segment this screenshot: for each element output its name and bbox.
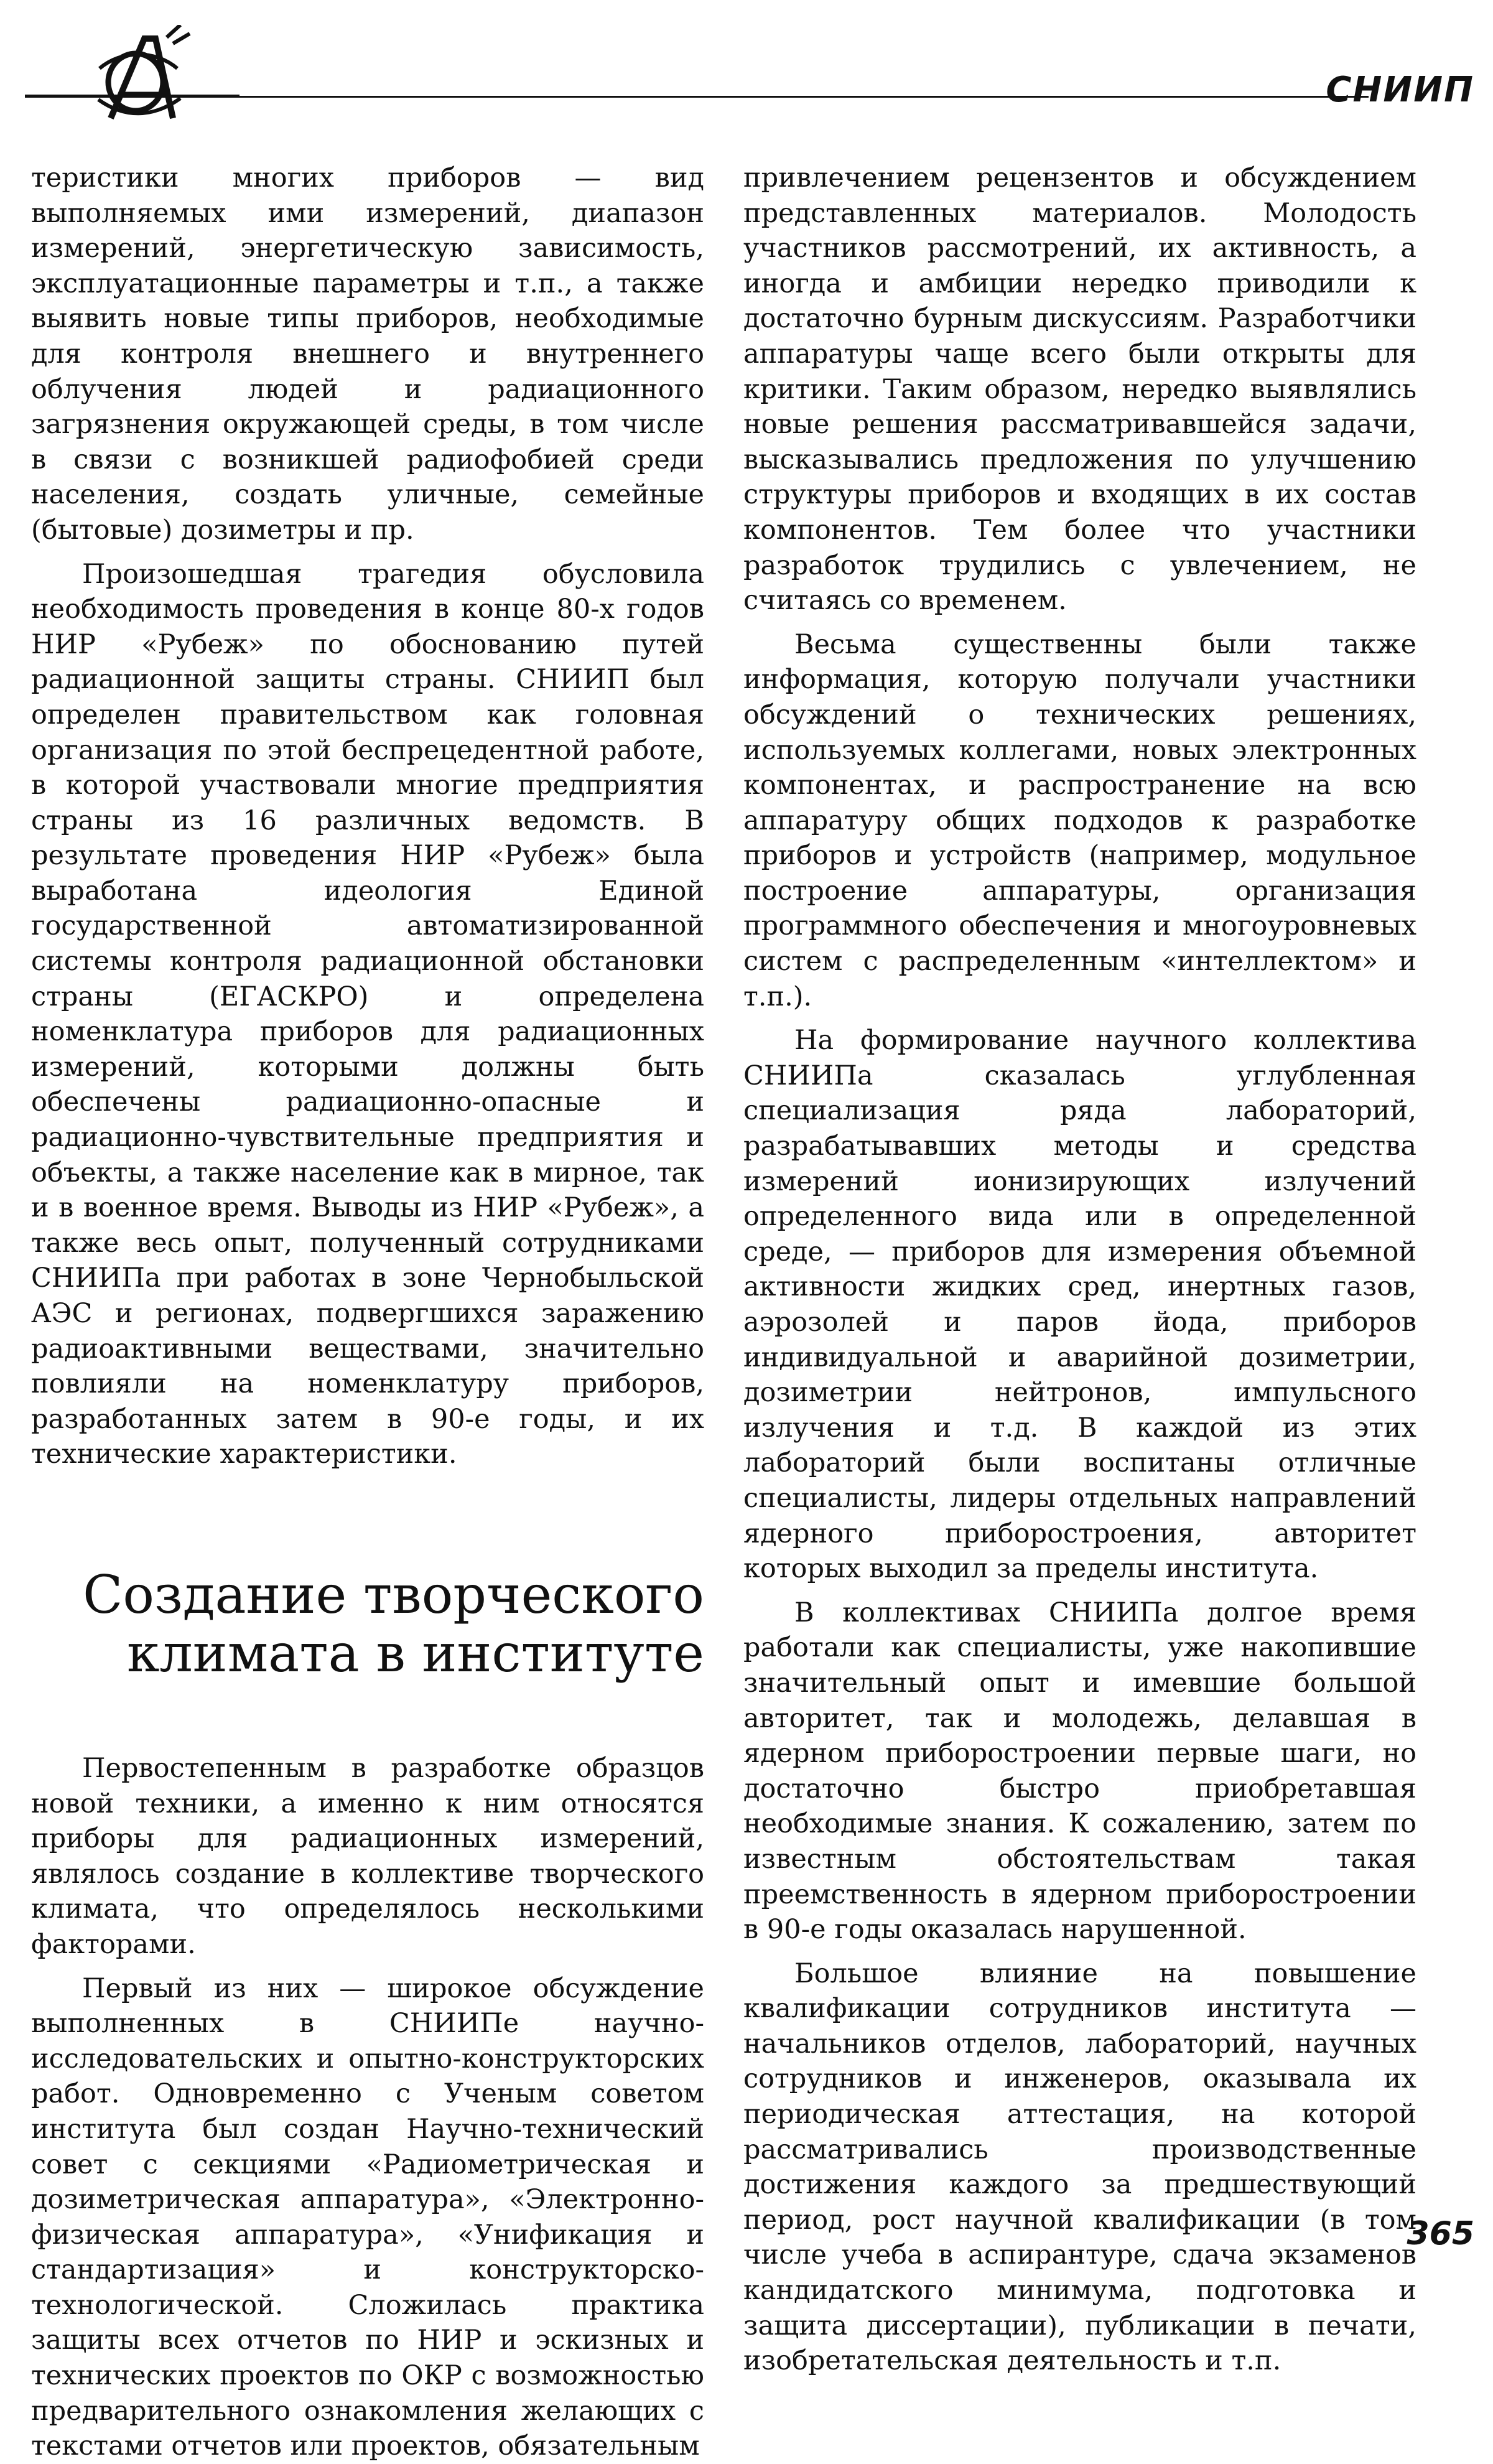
section-heading-line: климата в институте [126, 1622, 704, 1684]
header-rule [240, 96, 1369, 98]
left-column [31, 161, 704, 2464]
paragraph: Большое влияние на повышение квалификации сотрудников института — начальников отделов, лабораторий, научных сотрудников и инженеров, оказывала их периодическая аттестация, на которой рассматривались производственные достижения каждого за предшествующий период, рост научной квалификации (в том числе учеба в аспирантуре, сдача экзаменов кандидатского минимума, подготовка и защита диссертации), публикации в печати, изобретательская деятельность и т.п. [743, 1958, 1416, 2377]
paragraph: теристики многих приборов — вид выполняемых ими измерений, диапазон измерений, энергетическую зависимость, эксплуатационные параметры и т.п., а также выявить новые типы приборов, необходимые для контроля внешнего и внутреннего облучения людей и радиационного загрязнения окружающей среды, в том числе в связи с возникшей радиофобией среди населения, создать уличные, семейные (бытовые) дозиметры и пр. [31, 162, 704, 546]
paragraph: Произошедшая трагедия обусловила необходимость проведения в конце 80-х годов НИР «Рубеж» по обоснованию путей радиационной защиты страны. СНИИП был определен правительством как головная организация по этой беспрецедентной работе, в которой участвовали многие предприятия страны из 16 различных ведомств. В результате проведения НИР «Рубеж» была выработана идеология Единой государственной автоматизированной системы контроля радиационной обстановки страны (ЕГАСКРО) и определена номенклатура приборов для радиационных измерений, которыми должны быть обеспечены радиационно-опасные и радиационно-чувствительные предприятия и объекты, а также население как в мирное, так и в военное время. Выводы из НИР «Рубеж», а также весь опыт, полученный сотрудниками СНИИПа при работах в зоне Чернобыльской АЭС и регионах, подвергшихся заражению радиоактивными веществами, значительно повлияли на номенклатуру приборов, разработанных затем в 90-е годы, и их технические характеристики. [31, 558, 704, 1470]
atom-logo-icon [62, 25, 205, 131]
paragraph: В коллективах СНИИПа долгое время работали как специалисты, уже накопившие значительный опыт и имевшие большой авторитет, так и молодежь, делавшая в ядерном приборостроении первые шаги, но достаточно быстро приобретавшая необходимые знания. К сожалению, затем по известным обстоятельствам такая преемственность в ядерном приборостроении в 90-е годы оказалась нарушенной. [743, 1597, 1416, 1946]
section-heading-line: Создание творческого [83, 1564, 704, 1625]
section-heading [31, 1566, 704, 1682]
paragraph: Весьма существенны были также информация, которую получали участники обсуждений о технических решениях, используемых коллегами, новых электронных компонентах, и распространение на всю аппаратуру общих подходов к разработке приборов и устройств (например, модульное построение аппаратуры, организация программного обеспечения и многоуровневых систем с распределенным «интеллектом» и т.п.). [743, 628, 1416, 1012]
paragraph: Первостепенным в разработке образцов новой техники, а именно к ним относятся приборы для радиационных измерений, являлось создание в коллективе творческого климата, что определялось несколькими факторами. [31, 1752, 704, 1960]
page-number: 365 [1407, 2215, 1474, 2252]
page-header [25, 25, 1474, 137]
paragraph: привлечением рецензентов и обсуждением представленных материалов. Молодость участников рассмотрений, их активность, а иногда и амбиции нередко приводили к достаточно бурным дискуссиям. Разработчики аппаратуры чаще всего были открыты для критики. Таким образом, нередко выявлялись новые решения рассматривавшейся задачи, высказывались предложения по улучшению структуры приборов и входящих в их состав компонентов. Тем более что участники разработок трудились с увлечением, не считаясь со временем. [743, 162, 1416, 617]
paragraph: Первый из них — широкое обсуждение выполненных в СНИИПе научно-исследовательских и опытно-конструкторских работ. Одновременно с Ученым советом института был создан Научно-технический совет с секциями «Радиометрическая и дозиметрическая аппаратура», «Электронно-физическая аппаратура», «Унификация и стандартизация» и конструкторско-технологической. Сложилась практика защиты всех отчетов по НИР и эскизных и технических проектов по ОКР с возможностью предварительного ознакомления желающих с текстами отчетов или проектов, обязательным [31, 1972, 704, 2462]
right-column [743, 161, 1416, 2379]
running-head: СНИИП [1326, 70, 1474, 110]
paragraph: На формирование научного коллектива СНИИПа сказалась углубленная специализация ряда лабораторий, разрабатывавших методы и средства измерений ионизирующих излучений определенного вида или в определенной среде, — приборов для измерения объемной активности жидких сред, инертных газов, аэрозолей и паров йода, приборов индивидуальной и аварийной дозиметрии, дозиметрии нейтронов, импульсного излучения и т.д. В каждой из этих лабораторий были воспитаны отличные специалисты, лидеры отдельных направлений ядерного приборостроения, авторитет которых выходил за пределы института. [743, 1025, 1416, 1585]
header-rule-left [25, 95, 240, 98]
